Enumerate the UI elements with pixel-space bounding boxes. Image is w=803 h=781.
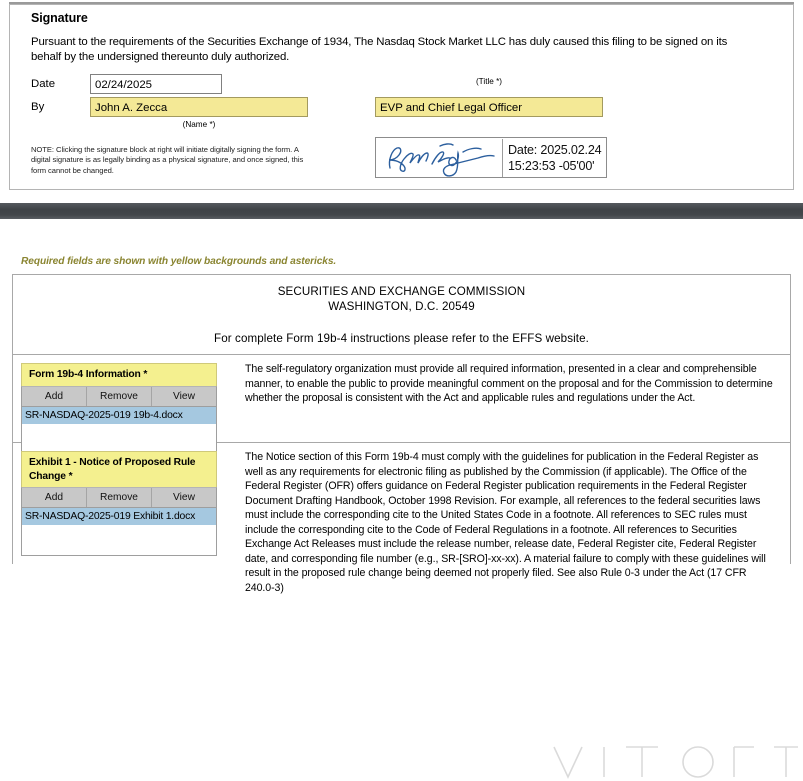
sec-header	[13, 275, 790, 355]
date-input[interactable]: 02/24/2025	[90, 74, 222, 94]
signature-date-line2: 15:23:53 -05'00'	[508, 159, 595, 173]
sec-agency-name: SECURITIES AND EXCHANGE COMMISSION	[277, 285, 526, 298]
attachment-title-19b4: Form 19b-4 Information *	[21, 363, 217, 386]
by-label: By	[31, 101, 45, 113]
sec-agency-location: WASHINGTON, D.C. 20549	[328, 300, 475, 313]
form-section-exhibit1-description: The Notice section of this Form 19b-4 must comply with the guidelines for publication in the Federal Register as well as any requirements for electronic filing as published by the Commission (if applicable). The Office of the Federal Register (OFR) offers guidance on Federal Register publication requirements in the Federal Register Document Drafting Handbook, October 1998 Revision. For example, all references to the federal securities laws must include the corresponding cite to the United States Code in a footnote. All references to SEC rules must include the corresponding cite to the Code of Federal Regulations in a footnote. All references to Securities Exchange Act Releases must include the release number, release date, Federal Register cite, Federal Register date, and corresponding file number (e.g., SR-[SRO]-xx-xx). A material failure to comply with these guidelines will result in the proposed rule change being deemed not properly filed. See also Rule 0-3 under the Act (17 CFR 240.0-3)	[245, 451, 766, 594]
page-title: Signature	[31, 11, 88, 25]
signature-page	[0, 0, 803, 203]
form-section-exhibit1	[13, 443, 790, 594]
remove-button-exhibit1[interactable]: Remove	[87, 488, 152, 507]
remove-button-19b4[interactable]: Remove	[87, 387, 152, 406]
signature-paragraph: Pursuant to the requirements of the Securities Exchange of 1934, The Nasdaq Stock Market LLC has duly caused this filing to be signed on its behalf by the undersigned thereunto duly authorized.	[31, 36, 728, 63]
attachment-toolbar-19b4	[21, 386, 217, 407]
attachment-toolbar-exhibit1	[21, 487, 217, 508]
title-caption: (Title *)	[475, 77, 503, 86]
signature-date-line1: Date: 2025.02.24	[508, 143, 602, 157]
attachment-title-exhibit1: Exhibit 1 - Notice of Proposed Rule Change *	[21, 451, 217, 487]
view-button-exhibit1[interactable]: View	[173, 492, 195, 503]
page-separator-band	[0, 203, 803, 219]
handwritten-signature-icon	[380, 138, 502, 178]
list-item[interactable]: SR-NASDAQ-2025-019 Exhibit 1.docx	[22, 508, 216, 525]
watermark-overlay-icon	[548, 735, 798, 781]
name-caption: (Name *)	[182, 120, 216, 129]
required-fields-note: Required fields are shown with yellow backgrounds and astericks.	[21, 256, 337, 267]
stamp-divider	[502, 139, 503, 178]
form-section-19b4-description: The self-regulatory organization must provide all required information, presented in a clear and comprehensible manner, to enable the public to provide meaningful comment on the proposal and for the Commission to determine whether the proposal is consistent with the Act and applicable rules and regulations under the Act.	[245, 363, 773, 404]
form-section-19b4	[13, 355, 790, 443]
sec-instructions-line: For complete Form 19b-4 instructions please refer to the EFFS website.	[214, 332, 589, 345]
attachment-widget-exhibit1	[21, 451, 217, 556]
add-button-19b4[interactable]: Add	[22, 387, 87, 406]
attachment-widget-19b4	[21, 363, 217, 455]
digital-signature-stamp[interactable]	[375, 137, 607, 178]
title-input[interactable]: EVP and Chief Legal Officer	[375, 97, 603, 117]
signature-date-text	[508, 142, 601, 174]
form-container	[12, 274, 791, 594]
form-section-19b4-left	[13, 355, 235, 442]
signature-note: NOTE: Clicking the signature block at right will initiate digitally signing the form. A digital signature is as legally binding as a physical signature, and once signed, this form cannot be changed.	[31, 145, 304, 175]
add-button-exhibit1[interactable]: Add	[22, 488, 87, 507]
date-label: Date	[31, 78, 56, 90]
sec-form-page	[0, 219, 803, 594]
attachment-list-exhibit1[interactable]	[21, 508, 217, 556]
name-input[interactable]: John A. Zecca	[90, 97, 308, 117]
form-section-exhibit1-left	[13, 443, 235, 565]
list-item[interactable]: SR-NASDAQ-2025-019 19b-4.docx	[22, 407, 216, 424]
view-button-19b4[interactable]: View	[173, 390, 195, 402]
